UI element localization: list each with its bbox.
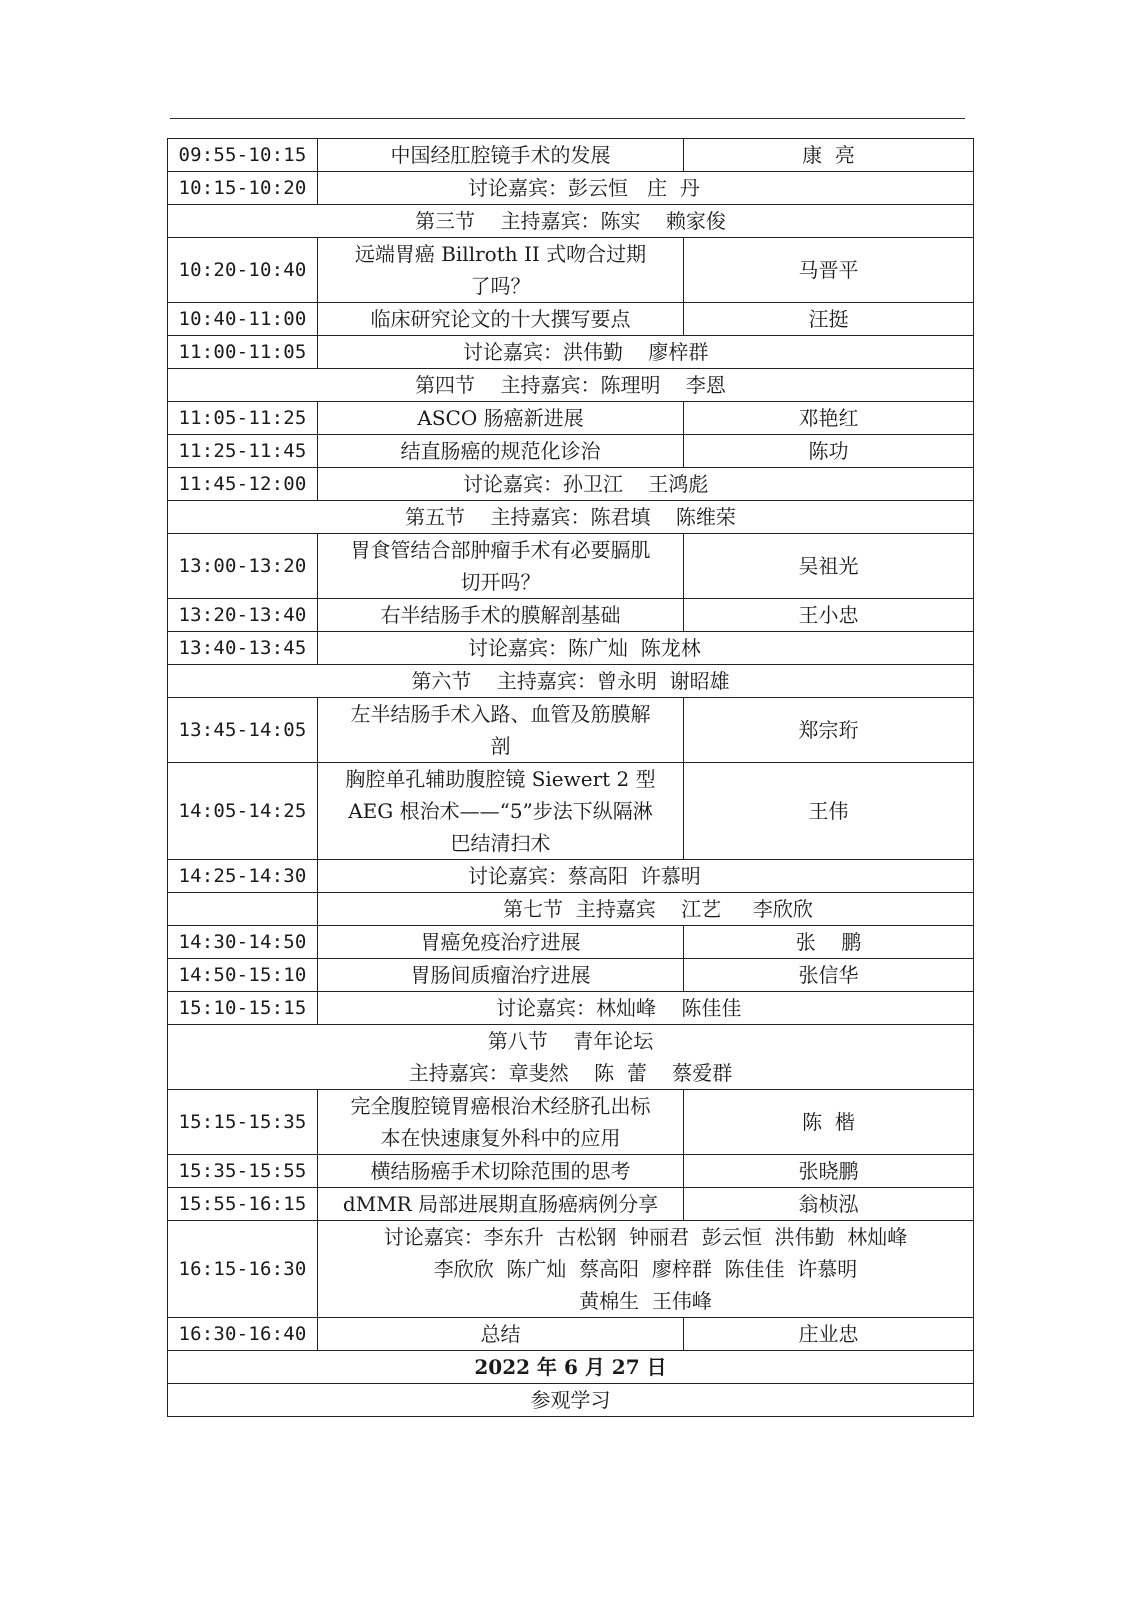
time-cell: 13:20-13:40 <box>168 599 318 632</box>
title-line: ASCO 肠癌新进展 <box>417 406 584 430</box>
discussion-guests <box>318 1221 974 1318</box>
date-header: 2022 年 6 月 27 日 <box>168 1351 974 1384</box>
talk-row <box>168 303 974 336</box>
text-line: 黄棉生 王伟峰 <box>579 1289 712 1313</box>
time-cell: 10:40-11:00 <box>168 303 318 336</box>
time-cell: 11:05-11:25 <box>168 402 318 435</box>
title-line: 临床研究论文的十大撰写要点 <box>370 307 631 331</box>
discussion-guests <box>318 632 974 665</box>
text-line: 李欣欣 陈广灿 蔡高阳 廖梓群 陈佳佳 许慕明 <box>433 1257 858 1281</box>
title-line: 横结肠癌手术切除范围的思考 <box>370 1159 631 1183</box>
speaker-cell: 郑宗珩 <box>684 698 974 763</box>
section-header <box>168 501 974 534</box>
time-cell: 16:15-16:30 <box>168 1221 318 1318</box>
talk-title <box>318 599 684 632</box>
time-cell: 11:25-11:45 <box>168 435 318 468</box>
discuss-row <box>168 860 974 893</box>
text-line: 讨论嘉宾：洪伟勤 廖梓群 <box>463 340 709 364</box>
section-row <box>168 205 974 238</box>
speaker-cell: 马晋平 <box>684 238 974 303</box>
talk-row <box>168 1090 974 1155</box>
talk-title <box>318 303 684 336</box>
speaker-cell: 陈功 <box>684 435 974 468</box>
text-line: 讨论嘉宾：彭云恒 庄 丹 <box>468 176 700 200</box>
title-line: 本在快速康复外科中的应用 <box>380 1126 621 1150</box>
section-header <box>168 369 974 402</box>
time-cell: 15:35-15:55 <box>168 1155 318 1188</box>
title-line: AEG 根治术——“5”步法下纵隔淋 <box>348 799 653 823</box>
section-row <box>168 1025 974 1090</box>
time-cell: 13:45-14:05 <box>168 698 318 763</box>
speaker-cell: 吴祖光 <box>684 534 974 599</box>
discuss-row <box>168 468 974 501</box>
talk-row <box>168 1318 974 1351</box>
title-line: 胃癌免疫治疗进展 <box>420 930 581 954</box>
title-line: 总结 <box>480 1322 521 1346</box>
speaker-cell: 汪挺 <box>684 303 974 336</box>
text-line: 第八节 青年论坛 <box>487 1029 654 1053</box>
empty-cell <box>168 893 318 926</box>
title-line: 完全腹腔镜胃癌根治术经脐孔出标 <box>350 1094 651 1118</box>
discuss-row <box>168 992 974 1025</box>
title-line: 胃食管结合部肿瘤手术有必要膈肌 <box>350 538 651 562</box>
discussion-guests <box>318 992 974 1025</box>
title-line: 巴结清扫术 <box>450 831 551 855</box>
time-cell: 14:25-14:30 <box>168 860 318 893</box>
title-line: 右半结肠手术的膜解剖基础 <box>380 603 621 627</box>
title-line: dMMR 局部进展期直肠癌病例分享 <box>342 1192 659 1216</box>
speaker-cell: 王伟 <box>684 763 974 860</box>
discuss-row <box>168 632 974 665</box>
talk-row <box>168 534 974 599</box>
discussion-guests <box>318 860 974 893</box>
talk-row <box>168 1155 974 1188</box>
activity-cell: 参观学习 <box>168 1384 974 1417</box>
time-cell: 16:30-16:40 <box>168 1318 318 1351</box>
time-cell: 15:10-15:15 <box>168 992 318 1025</box>
time-cell: 11:45-12:00 <box>168 468 318 501</box>
text-line: 第五节 主持嘉宾：陈君填 陈维荣 <box>405 505 736 529</box>
speaker-cell: 邓艳红 <box>684 402 974 435</box>
title-line: 了吗？ <box>470 274 531 298</box>
section-row <box>168 501 974 534</box>
time-cell: 15:55-16:15 <box>168 1188 318 1221</box>
time-cell: 13:00-13:20 <box>168 534 318 599</box>
text-line: 讨论嘉宾：李东升 古松钢 钟丽君 彭云恒 洪伟勤 林灿峰 <box>383 1225 908 1249</box>
text-line: 讨论嘉宾：孙卫江 王鸿彪 <box>463 472 709 496</box>
talk-title <box>318 1188 684 1221</box>
talk-row <box>168 435 974 468</box>
talk-row <box>168 926 974 959</box>
text-line: 讨论嘉宾：林灿峰 陈佳佳 <box>496 996 742 1020</box>
speaker-cell: 张 鹏 <box>684 926 974 959</box>
talk-row <box>168 959 974 992</box>
talk-title <box>318 139 684 172</box>
text-line: 第三节 主持嘉宾：陈实 赖家俊 <box>415 209 726 233</box>
section-header: 第七节 主持嘉宾 江艺 李欣欣 <box>318 893 974 926</box>
time-cell: 15:15-15:35 <box>168 1090 318 1155</box>
date-row <box>168 1351 974 1384</box>
title-line: 剖 <box>490 734 511 758</box>
talk-title <box>318 402 684 435</box>
title-line: 左半结肠手术入路、血管及筋膜解 <box>350 702 651 726</box>
plain-row <box>168 1384 974 1417</box>
section-header <box>168 665 974 698</box>
talk-title <box>318 959 684 992</box>
talk-title <box>318 435 684 468</box>
time-cell: 14:50-15:10 <box>168 959 318 992</box>
talk-title <box>318 1155 684 1188</box>
section-row <box>168 893 974 926</box>
section-header <box>168 205 974 238</box>
talk-title <box>318 926 684 959</box>
title-line: 胸腔单孔辅助腹腔镜 Siewert 2 型 <box>345 767 656 791</box>
talk-row <box>168 1188 974 1221</box>
title-line: 中国经肛腔镜手术的发展 <box>390 143 611 167</box>
discuss-row <box>168 172 974 205</box>
time-cell: 09:55-10:15 <box>168 139 318 172</box>
speaker-cell: 翁桢泓 <box>684 1188 974 1221</box>
discussion-guests <box>318 468 974 501</box>
section-header <box>168 1025 974 1090</box>
text-line: 第六节 主持嘉宾：曾永明 谢昭雄 <box>411 669 730 693</box>
talk-row <box>168 402 974 435</box>
time-cell: 10:20-10:40 <box>168 238 318 303</box>
speaker-cell: 张信华 <box>684 959 974 992</box>
section-row <box>168 369 974 402</box>
time-cell: 13:40-13:45 <box>168 632 318 665</box>
talk-row <box>168 139 974 172</box>
speaker-cell: 康 亮 <box>684 139 974 172</box>
schedule-table <box>167 138 974 1417</box>
title-line: 胃肠间质瘤治疗进展 <box>410 963 591 987</box>
talk-row <box>168 238 974 303</box>
talk-title <box>318 1318 684 1351</box>
discussion-guests <box>318 336 974 369</box>
section-row <box>168 665 974 698</box>
title-line: 远端胃癌 Billroth II 式吻合过期 <box>354 242 647 266</box>
speaker-cell: 庄业忠 <box>684 1318 974 1351</box>
time-cell: 14:05-14:25 <box>168 763 318 860</box>
talk-title <box>318 1090 684 1155</box>
title-line: 切开吗？ <box>460 570 541 594</box>
text-line: 主持嘉宾：章斐然 陈 蕾 蔡爱群 <box>408 1061 733 1085</box>
speaker-cell: 王小忠 <box>684 599 974 632</box>
discuss-row <box>168 336 974 369</box>
speaker-cell: 张晓鹏 <box>684 1155 974 1188</box>
text-line: 讨论嘉宾：陈广灿 陈龙林 <box>468 636 701 660</box>
text-line: 第四节 主持嘉宾：陈理明 李恩 <box>415 373 726 397</box>
text-line: 讨论嘉宾：蔡高阳 许慕明 <box>468 864 701 888</box>
discuss-row <box>168 1221 974 1318</box>
header-rule <box>170 118 965 119</box>
time-cell: 10:15-10:20 <box>168 172 318 205</box>
time-cell: 14:30-14:50 <box>168 926 318 959</box>
talk-title <box>318 534 684 599</box>
speaker-cell: 陈 楷 <box>684 1090 974 1155</box>
time-cell: 11:00-11:05 <box>168 336 318 369</box>
talk-title <box>318 238 684 303</box>
talk-row <box>168 599 974 632</box>
title-line: 结直肠癌的规范化诊治 <box>400 439 601 463</box>
talk-row <box>168 763 974 860</box>
talk-title <box>318 763 684 860</box>
talk-title <box>318 698 684 763</box>
talk-row <box>168 698 974 763</box>
discussion-guests <box>318 172 974 205</box>
